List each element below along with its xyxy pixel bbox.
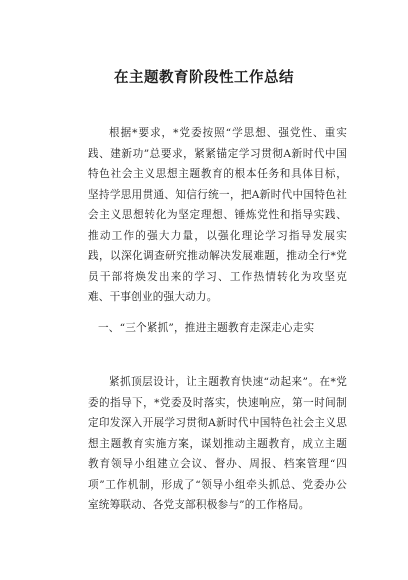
section-paragraph: 紧抓顶层设计，让主题教育快速“动起来”。在*党委的指导下，*党委及时落实，快速响应，第一时间制定印发深入开展学习贯彻A新时代中国特色社会主义思想主题教育实施方案，谋划推动主题教育，成立主题教育领导小组建立会议、督办、周报、档案管理“四项”工作机制，形成了“领导小组牵头抓总、党委办公室统筹联动、各党支部积极参与”的工作格局。	[88, 376, 347, 511]
intro-paragraph: 根据*要求，*党委按照“学思想、强党性、重实践、建新功”总要求，紧紧锚定学习贯彻A新时代中国特色社会主义思想主题教育的根本任务和具体目标，坚持学思用贯通、知信行统一，把A新时代中国特色社会主义思想转化为坚定理想、锤炼党性和指导实践、推动工作的强大力量，以强化理论学习指导发展实践，以深化调查研究推动解决发展难题，推动全行*党员干部将焕发出来的学习、工作热情转化为攻坚克难、干事创业的强大动力。	[88, 127, 347, 303]
section-heading	[88, 318, 347, 338]
section-heading-text: 一、“三个紧抓”，推进主题教育走深走心走实	[98, 322, 315, 334]
document-title: 在主题教育阶段性工作总结	[114, 70, 294, 86]
